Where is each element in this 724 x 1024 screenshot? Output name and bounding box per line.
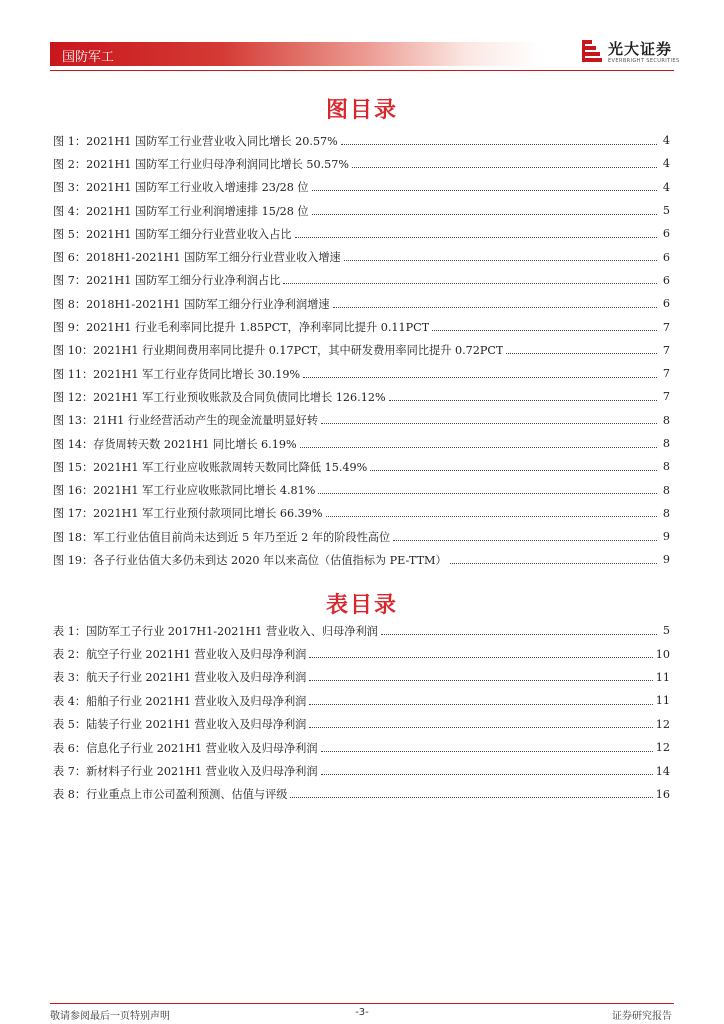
table-label: 表 6： xyxy=(53,741,87,755)
table-entry[interactable] xyxy=(53,759,670,782)
leader-dots xyxy=(312,213,657,215)
table-entry[interactable] xyxy=(53,642,670,665)
figure-page-number: 4 xyxy=(662,134,670,148)
leader-dots xyxy=(318,492,657,494)
figure-entry[interactable] xyxy=(53,176,670,199)
figure-label: 图 14： xyxy=(53,437,94,451)
leader-dots xyxy=(309,656,652,658)
leader-dots xyxy=(393,539,657,541)
logo-name: 光大证券 xyxy=(608,40,673,58)
figure-label: 图 10： xyxy=(53,344,94,358)
leader-dots xyxy=(321,422,657,424)
figure-label: 图 3： xyxy=(53,181,87,195)
table-title: 国防军工子行业 2017H1-2021H1 营业收入、归母净利润 xyxy=(86,624,378,638)
figure-title: 2021H1 军工行业存货同比增长 30.19% xyxy=(93,367,301,381)
figure-title: 21H1 行业经营活动产生的现金流量明显好转 xyxy=(93,414,319,428)
table-label: 表 3： xyxy=(53,671,87,685)
table-entry[interactable] xyxy=(53,689,670,712)
leader-dots xyxy=(432,329,657,331)
figure-label: 图 12： xyxy=(53,390,94,404)
table-entry[interactable] xyxy=(53,666,670,689)
figure-title: 2021H1 军工行业应收账款同比增长 4.81% xyxy=(93,484,316,498)
figure-entry[interactable] xyxy=(53,245,670,268)
figure-page-number: 7 xyxy=(662,367,670,381)
figure-page-number: 8 xyxy=(662,506,670,520)
table-entry[interactable] xyxy=(53,713,670,736)
figure-title: 2021H1 国防军工行业营业收入同比增长 20.57% xyxy=(86,134,338,148)
table-entry[interactable] xyxy=(53,783,670,806)
company-logo xyxy=(580,36,690,70)
figure-label: 图 19： xyxy=(53,553,94,567)
table-page-number: 16 xyxy=(655,787,670,801)
leader-dots xyxy=(352,166,657,168)
figure-label: 图 2： xyxy=(53,157,87,171)
leader-dots xyxy=(506,352,657,354)
figure-title: 2021H1 国防军工行业利润增速排 15/28 位 xyxy=(86,204,309,218)
leader-dots xyxy=(309,703,652,705)
table-list-heading: 表目录 xyxy=(325,593,398,618)
figure-entry[interactable] xyxy=(53,432,670,455)
leader-dots xyxy=(283,282,657,284)
figure-title: 2018H1-2021H1 国防军工细分行业净利润增速 xyxy=(86,297,330,311)
figure-entry[interactable] xyxy=(53,362,670,385)
leader-dots xyxy=(326,515,657,517)
figure-page-number: 8 xyxy=(662,413,670,427)
figure-entry[interactable] xyxy=(53,315,670,338)
leader-dots xyxy=(290,796,652,798)
figure-label: 图 18： xyxy=(53,530,94,544)
figure-label: 图 4： xyxy=(53,204,87,218)
figure-label: 图 15： xyxy=(53,460,94,474)
figure-label: 图 16： xyxy=(53,484,94,498)
figure-entry[interactable] xyxy=(53,478,670,501)
leader-dots xyxy=(312,189,657,191)
table-label: 表 7： xyxy=(53,765,87,779)
figure-title: 2021H1 军工行业预收账款及合同负债同比增长 126.12% xyxy=(93,390,386,404)
table-label: 表 4： xyxy=(53,694,87,708)
figure-entry[interactable] xyxy=(53,385,670,408)
figure-entry[interactable] xyxy=(53,152,670,175)
table-title: 行业重点上市公司盈利预测、估值与评级 xyxy=(86,788,288,802)
figure-page-number: 6 xyxy=(662,297,670,311)
figure-entry[interactable] xyxy=(53,129,670,152)
figure-title: 存货周转天数 2021H1 同比增长 6.19% xyxy=(93,437,297,451)
table-title: 航天子行业 2021H1 营业收入及归母净利润 xyxy=(86,671,307,685)
leader-dots xyxy=(389,399,657,401)
logo-name-en: EVERBRIGHT SECURITIES xyxy=(608,58,680,64)
disclaimer-note: 敬请参阅最后一页特别声明 xyxy=(50,1011,170,1022)
table-page-number: 12 xyxy=(655,717,670,731)
table-list xyxy=(53,619,670,806)
figure-entry[interactable] xyxy=(53,199,670,222)
figure-title: 2021H1 军工行业应收账款周转天数同比降低 15.49% xyxy=(93,460,368,474)
figure-label: 图 7： xyxy=(53,274,87,288)
figure-title: 2021H1 国防军工行业收入增速排 23/28 位 xyxy=(86,181,309,195)
figure-page-number: 9 xyxy=(662,530,670,544)
figure-list-heading: 图目录 xyxy=(325,98,398,123)
figure-page-number: 6 xyxy=(662,250,670,264)
figure-title: 2021H1 国防军工细分行业净利润占比 xyxy=(86,274,281,288)
figure-page-number: 7 xyxy=(662,390,670,404)
leader-dots xyxy=(300,446,657,448)
figure-page-number: 4 xyxy=(662,180,670,194)
figure-title: 2021H1 行业期间费用率同比提升 0.17PCT，其中研发费用率同比提升 0.72PCT xyxy=(93,344,504,358)
table-title: 陆装子行业 2021H1 营业收入及归母净利润 xyxy=(86,718,307,732)
table-entry[interactable] xyxy=(53,736,670,759)
table-page-number: 11 xyxy=(655,694,670,708)
page-number: -3- xyxy=(355,1007,369,1018)
figure-label: 图 5： xyxy=(53,227,87,241)
leader-dots xyxy=(309,726,652,728)
figure-label: 图 9： xyxy=(53,321,87,335)
table-title: 信息化子行业 2021H1 营业收入及归母净利润 xyxy=(86,741,318,755)
leader-dots xyxy=(295,236,657,238)
leader-dots xyxy=(303,376,657,378)
section-tag-banner xyxy=(50,42,540,66)
figure-list xyxy=(53,129,670,572)
table-label: 表 8： xyxy=(53,788,87,802)
figure-entry[interactable] xyxy=(53,548,670,571)
figure-label: 图 1： xyxy=(53,134,87,148)
figure-label: 图 13： xyxy=(53,414,94,428)
figure-page-number: 6 xyxy=(662,227,670,241)
figure-page-number: 9 xyxy=(662,553,670,567)
table-title: 新材料子行业 2021H1 营业收入及归母净利润 xyxy=(86,765,318,779)
leader-dots xyxy=(321,773,653,775)
table-page-number: 5 xyxy=(662,624,670,638)
leader-dots xyxy=(333,306,657,308)
table-page-number: 10 xyxy=(655,647,670,661)
figure-label: 图 8： xyxy=(53,297,87,311)
figure-title: 2021H1 行业毛利率同比提升 1.85PCT，净利率同比提升 0.11PCT xyxy=(86,321,430,335)
figure-page-number: 7 xyxy=(662,343,670,357)
figure-entry[interactable] xyxy=(53,292,670,315)
table-page-number: 11 xyxy=(655,670,670,684)
leader-dots xyxy=(344,259,657,261)
figure-label: 图 17： xyxy=(53,507,94,521)
leader-dots xyxy=(309,679,652,681)
table-entry[interactable] xyxy=(53,619,670,642)
figure-entry[interactable] xyxy=(53,339,670,362)
logo-mark-icon xyxy=(580,38,604,68)
figure-entry[interactable] xyxy=(53,455,670,478)
figure-title: 各子行业估值大多仍未到达 2020 年以来高位（估值指标为 PE-TTM） xyxy=(93,553,447,567)
table-page-number: 12 xyxy=(655,741,670,755)
figure-page-number: 8 xyxy=(662,460,670,474)
figure-page-number: 7 xyxy=(662,320,670,334)
figure-title: 2021H1 军工行业预付款项同比增长 66.39% xyxy=(93,507,323,521)
table-label: 表 1： xyxy=(53,624,87,638)
figure-title: 2021H1 国防军工行业归母净利润同比增长 50.57% xyxy=(86,157,349,171)
figure-entry[interactable] xyxy=(53,525,670,548)
header-divider xyxy=(50,70,674,71)
leader-dots xyxy=(450,562,657,564)
figure-label: 图 6： xyxy=(53,251,87,265)
table-page-number: 14 xyxy=(655,764,670,778)
figure-title: 2018H1-2021H1 国防军工细分行业营业收入增速 xyxy=(86,251,341,265)
footer-divider xyxy=(50,1003,674,1004)
figure-page-number: 5 xyxy=(662,204,670,218)
leader-dots xyxy=(321,750,653,752)
figure-title: 2021H1 国防军工细分行业营业收入占比 xyxy=(86,227,292,241)
figure-label: 图 11： xyxy=(53,367,94,381)
figure-entry[interactable] xyxy=(53,502,670,525)
table-title: 船舶子行业 2021H1 营业收入及归母净利润 xyxy=(86,694,307,708)
section-tag: 国防军工 xyxy=(62,50,115,65)
table-label: 表 2： xyxy=(53,648,87,662)
leader-dots xyxy=(341,143,657,145)
figure-title: 军工行业估值目前尚未达到近 5 年乃至近 2 年的阶段性高位 xyxy=(93,530,391,544)
table-label: 表 5： xyxy=(53,718,87,732)
figure-entry[interactable] xyxy=(53,269,670,292)
figure-entry[interactable] xyxy=(53,222,670,245)
table-title: 航空子行业 2021H1 营业收入及归母净利润 xyxy=(86,648,307,662)
report-type: 证券研究报告 xyxy=(612,1011,672,1022)
leader-dots xyxy=(370,469,657,471)
figure-page-number: 8 xyxy=(662,483,670,497)
leader-dots xyxy=(381,633,657,635)
figure-page-number: 8 xyxy=(662,437,670,450)
figure-page-number: 4 xyxy=(662,157,670,171)
figure-entry[interactable] xyxy=(53,409,670,432)
figure-page-number: 6 xyxy=(662,273,670,287)
